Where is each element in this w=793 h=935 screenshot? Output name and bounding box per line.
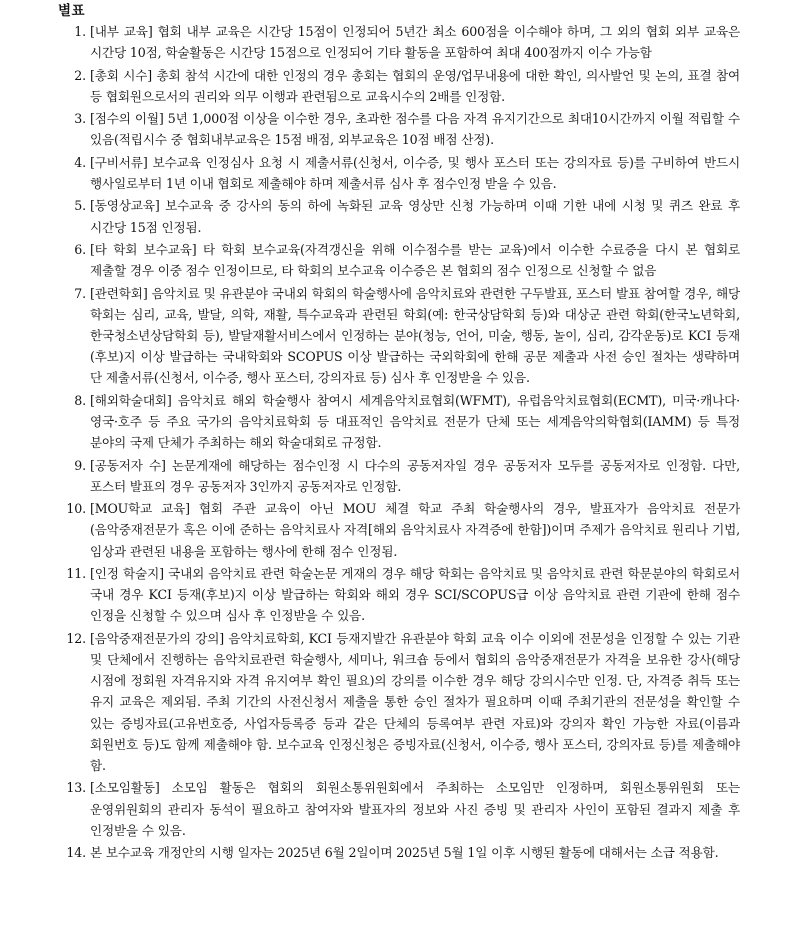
note-item-14 bbox=[62, 842, 740, 863]
note-text: [공동저자 수] 논문게재에 해당하는 점수인정 시 다수의 공동저자일 경우 공동저자 모두를 공동저자로 인정함. 다만, 포스터 발표의 경우 공동저자 3인까지 공동저자로 인정함. bbox=[90, 457, 740, 494]
note-item-12 bbox=[62, 628, 740, 776]
note-text: [점수의 이월] 5년 1,000점 이상을 이수한 경우, 초과한 점수를 다음 자격 유지기간으로 최대10시간까지 이월 적립할 수 있음(적립시수 중 협회내부교육은 15점 배점, 외부교육은 10점 배점 산정). bbox=[90, 111, 740, 148]
note-item-13 bbox=[62, 777, 740, 841]
note-item-4 bbox=[62, 152, 740, 194]
note-number: 12. bbox=[66, 630, 86, 646]
note-text: [타 학회 보수교육] 타 학회 보수교육(자격갱신을 위해 이수점수를 받는 교육)에서 이수한 수료증을 다시 본 협회로 제출할 경우 이중 점수 인정이므로, 타 학회의 보수교육 이수증은 본 협회의 점수 인정으로 신청할 수 없음 bbox=[90, 241, 740, 279]
note-number: 5. bbox=[74, 198, 86, 214]
note-number: 13. bbox=[66, 780, 86, 796]
note-text: [동영상교육] 보수교육 중 강사의 동의 하에 녹화된 교육 영상만 신청 가능하며 이때 기한 내에 시청 및 퀴즈 완료 후 시간당 15점 인정됨. bbox=[90, 198, 740, 235]
note-item-9 bbox=[62, 455, 740, 497]
note-text: [구비서류] 보수교육 인정심사 요청 시 제출서류(신청서, 이수증, 및 행사 포스터 또는 강의자료 등)를 구비하여 반드시 행사일로부터 1년 이내 협회로 제출해야 하며 제출서류 심사 후 점수인정 받을 수 있음. bbox=[90, 154, 740, 191]
note-text: [소모임활동] 소모임 활동은 협회의 회원소통위원회에서 주최하는 소모임만 인정하며, 회원소통위원회 또는 운영위원회의 관리자 동석이 필요하고 참여자와 발표자의 정보와 사진 증빙 및 관리자 사인이 포함된 결과지 제출 후 인정받을 수 있음. bbox=[90, 780, 740, 838]
note-text: [음악중재전문가의 강의] 음악치료학회, KCI 등재지발간 유관분야 학회 교육 이수 이외에 전문성을 인정할 수 있는 기관 및 단체에서 진행하는 음악치료관련 학술행사, 세미나, 워크숍 등에서 협회의 음악중재전문가 자격을 보유한 강사(해당 시점에 정회원 자격유지와 자격 유지여부 확인 필요)의 강의를 이수한 경우 해당 강의시수만 인정. 단, 자격증 취득 또는 유지 교육은 제외됨. 주최 기간의 사전신청서 제출을 통한 승인 절차가 필요하며 이때 주최기관의 전문성을 확인할 수 있는 증빙자료(고유번호증, 사업자등록증 등과 같은 단체의 등록여부 관련 자료)와 강의자 확인 가능한 자료(이름과 회원번호 등)도 함께 제출해야 함. 보수교육 인정신청은 증빙자료(신청서, 이수증, 행사 포스터, 강의자료 등)를 제출해야 함. bbox=[90, 630, 740, 773]
note-number: 3. bbox=[74, 111, 86, 127]
note-number: 14. bbox=[66, 845, 86, 861]
note-text: [MOU학교 교육] 협회 주관 교육이 아닌 MOU 체결 학교 주최 학술행사의 경우, 발표자가 음악치료 전문가(음악중재전문가 혹은 이에 준하는 음악치료사 자격[해외 음악치료사 자격증에 한함])이며 주제가 음악치료 원리나 기법, 임상과 관련된 내용을 포함하는 행사에 한해 점수 인정됨. bbox=[90, 501, 740, 559]
note-item-1 bbox=[62, 21, 740, 63]
note-number: 4. bbox=[74, 154, 86, 170]
note-text: [인정 학술지] 국내외 음악치료 관련 학술논문 게재의 경우 해당 학회는 음악치료 및 음악치료 관련 학문분야의 학회로서 국내 경우 KCI 등재(후보)지 이상 발급하는 학회와 해외 경우 SCI/SCOPUS급 이상 음악치료 관련 기관에 한해 점수 인정을 신청할 수 있으며 심사 후 인정받을 수 있음. bbox=[90, 565, 740, 624]
note-item-6 bbox=[62, 239, 740, 281]
note-item-5 bbox=[62, 195, 740, 237]
note-number: 6. bbox=[74, 241, 86, 257]
note-number: 2. bbox=[74, 67, 86, 83]
note-number: 7. bbox=[74, 285, 86, 301]
note-number: 9. bbox=[74, 457, 86, 473]
note-text: [해외학술대회] 음악치료 해외 학술행사 참여시 세계음악치료협회(WFMT), 유럽음악치료협회(ECMT), 미국·캐나다·영국·호주 등 주요 국가의 음악치료학회 등 대표적인 음악치료 전문가 단체 또는 세계음악의학협회(IAMM) 등 특정 분야의 국제 단체가 주최하는 해외 학술대회로 규정함. bbox=[90, 392, 740, 451]
note-item-3 bbox=[62, 108, 740, 150]
note-text: 본 보수교육 개정안의 시행 일자는 2025년 6월 2일이며 2025년 5월 1일 이후 시행된 활동에 대해서는 소급 적용함. bbox=[90, 845, 719, 861]
page-heading: 별표 bbox=[58, 3, 86, 19]
note-text: [관련학회] 음악치료 및 유관분야 국내외 학회의 학술행사에 음악치료와 관련한 구두발표, 포스터 발표 참여할 경우, 해당 학회는 심리, 교육, 발달, 의학, 재활, 특수교육과 관련된 학회(예: 한국상담학회 등)와 대상군 관련 학회(한국노년학회, 한국청소년상담학회 등), 발달재활서비스에서 인정하는 분야(청능, 언어, 미술, 행동, 놀이, 심리, 감각운동)로 KCI 등재(후보)지 이상 발급하는 국내학회와 SCOPUS 이상 발급하는 국외학회에 한해 공문 제출과 사전 승인 절차는 생략하며 단 제출서류(신청서, 이수증, 행사 포스터, 강의자료 등) 심사 후 인정받을 수 있음. bbox=[90, 285, 740, 386]
note-item-8 bbox=[62, 390, 740, 454]
note-item-10 bbox=[62, 498, 740, 562]
note-item-7 bbox=[62, 283, 740, 389]
note-number: 1. bbox=[74, 24, 86, 39]
note-item-11 bbox=[62, 563, 740, 627]
note-number: 11. bbox=[66, 565, 86, 581]
note-number: 10. bbox=[66, 501, 86, 517]
note-number: 8. bbox=[74, 392, 86, 408]
note-item-2 bbox=[62, 65, 740, 107]
notes-list bbox=[62, 21, 740, 865]
note-text: [내부 교육] 협회 내부 교육은 시간당 15점이 인정되어 5년간 최소 600점을 이수해야 하며, 그 외의 협회 외부 교육은 시간당 10점, 학술활동은 시간당 15점으로 인정되어 기타 활동을 포함하여 최대 400점까지 이수 가능함 bbox=[90, 24, 740, 61]
note-text: [총회 시수] 총회 참석 시간에 대한 인정의 경우 총회는 협회의 운영/업무내용에 대한 확인, 의사발언 및 논의, 표결 참여 등 협회원으로서의 권리와 의무 이행과 관련됨으로 교육시수의 2배를 인정함. bbox=[90, 67, 740, 104]
